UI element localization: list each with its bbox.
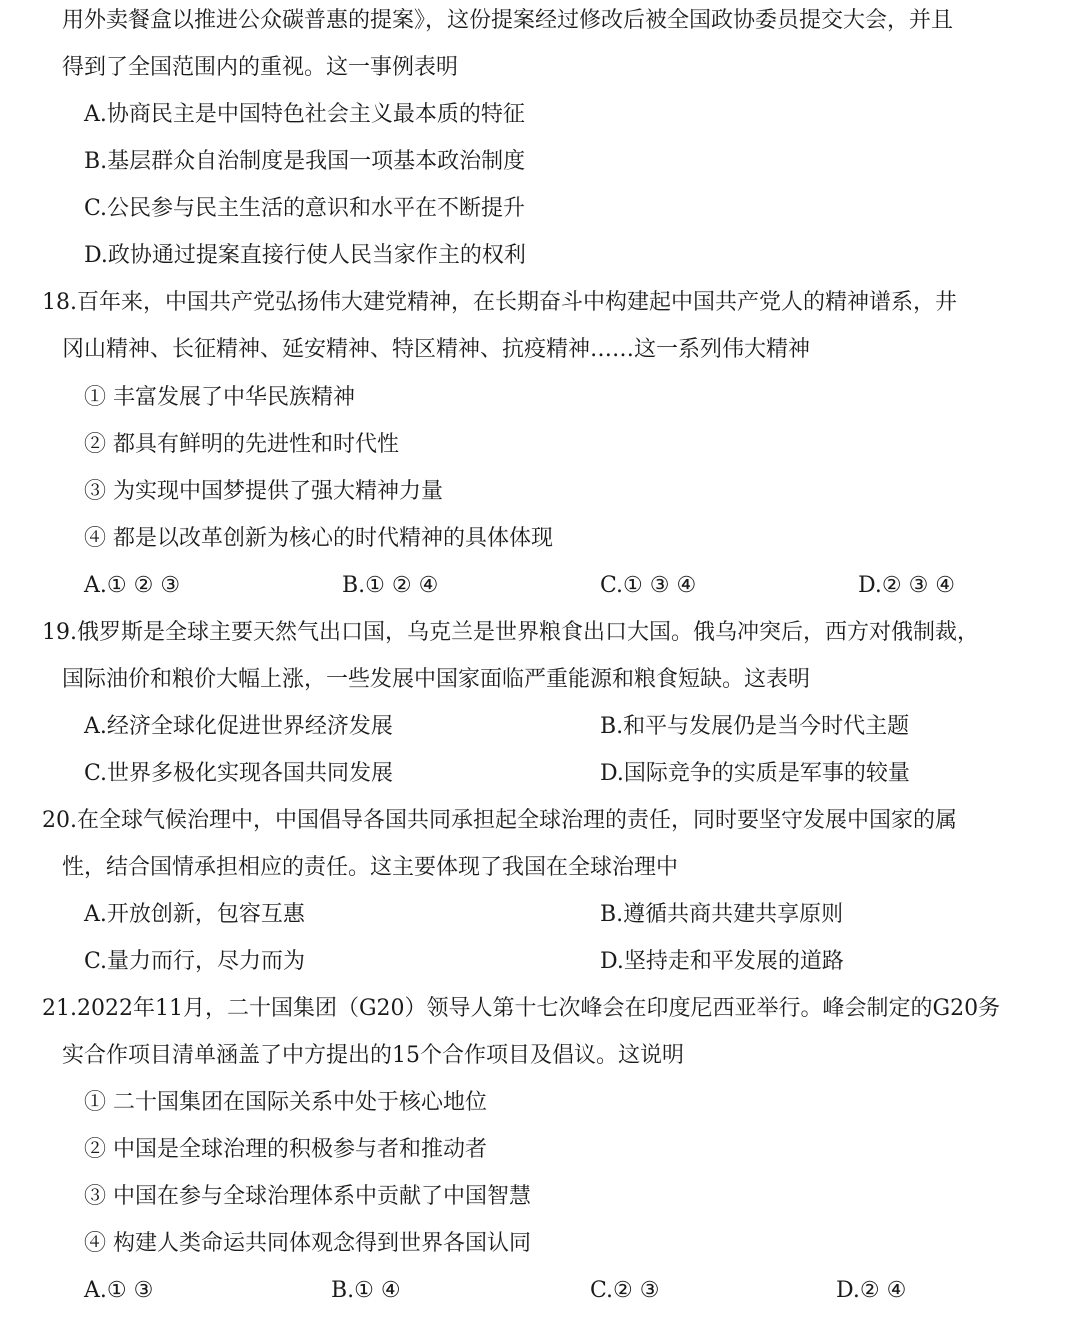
q20-stem-line1: 20.在全球气候治理中，中国倡导各国共同承担起全球治理的责任，同时要坚守发展中国家的属	[42, 808, 957, 833]
q20-stem-line2: 性，结合国情承担相应的责任。这主要体现了我国在全球治理中	[62, 855, 679, 880]
q19-stem-line1: 19.俄罗斯是全球主要天然气出口国，乌克兰是世界粮食出口大国。俄乌冲突后，西方对俄制裁，	[42, 620, 979, 645]
q18-option-b: B.① ② ④	[342, 573, 439, 598]
q21-option-a: A.① ③	[84, 1278, 154, 1303]
q18-stem-line1: 18.百年来，中国共产党弘扬伟大建党精神，在长期奋斗中构建起中国共产党人的精神谱系，井	[42, 290, 957, 315]
q21-option-b: B.① ④	[331, 1278, 401, 1303]
q20-option-b: B.遵循共商共建共享原则	[600, 902, 844, 927]
q18-statement-3: ③ 为实现中国梦提供了强大精神力量	[84, 479, 443, 504]
q18-option-a: A.① ② ③	[84, 573, 181, 598]
q20-option-a: A.开放创新，包容互惠	[84, 902, 305, 927]
q21-statement-2: ② 中国是全球治理的积极参与者和推动者	[84, 1137, 487, 1162]
q19-stem-line2: 国际油价和粮价大幅上涨，一些发展中国家面临严重能源和粮食短缺。这表明	[62, 667, 811, 692]
q17-stem-line2: 得到了全国范围内的重视。这一事例表明	[62, 55, 459, 80]
q17-option-c: C.公民参与民主生活的意识和水平在不断提升	[84, 196, 526, 221]
q18-statement-2: ② 都具有鲜明的先进性和时代性	[84, 432, 399, 457]
q17-option-a: A.协商民主是中国特色社会主义最本质的特征	[84, 102, 525, 127]
q17-option-d: D.政协通过提案直接行使人民当家作主的权利	[84, 243, 526, 268]
q19-option-a: A.经济全球化促进世界经济发展	[84, 714, 393, 739]
q17-stem-line1: 用外卖餐盒以推进公众碳普惠的提案》，这份提案经过修改后被全国政协委员提交大会，并且	[62, 8, 954, 33]
q18-statement-1: ① 丰富发展了中华民族精神	[84, 385, 355, 410]
q21-option-d: D.② ④	[836, 1278, 907, 1303]
q21-option-c: C.② ③	[590, 1278, 660, 1303]
q20-option-c: C.量力而行，尽力而为	[84, 949, 306, 974]
q21-stem-line2: 实合作项目清单涵盖了中方提出的15个合作项目及倡议。这说明	[62, 1043, 684, 1068]
q21-statement-1: ① 二十国集团在国际关系中处于核心地位	[84, 1090, 487, 1115]
q21-statement-3: ③ 中国在参与全球治理体系中贡献了中国智慧	[84, 1184, 531, 1209]
q18-statement-4: ④ 都是以改革创新为核心的时代精神的具体体现	[84, 526, 553, 551]
q20-option-d: D.坚持走和平发展的道路	[600, 949, 844, 974]
q19-option-b: B.和平与发展仍是当今时代主题	[600, 714, 910, 739]
q18-stem-line2: 冈山精神、长征精神、延安精神、特区精神、抗疫精神……这一系列伟大精神	[62, 337, 811, 362]
q18-option-c: C.① ③ ④	[600, 573, 697, 598]
q21-statement-4: ④ 构建人类命运共同体观念得到世界各国认同	[84, 1231, 531, 1256]
q17-option-b: B.基层群众自治制度是我国一项基本政治制度	[84, 149, 526, 174]
q19-option-c: C.世界多极化实现各国共同发展	[84, 761, 394, 786]
q18-option-d: D.② ③ ④	[858, 573, 956, 598]
q21-stem-line1: 21.2022年11月，二十国集团（G20）领导人第十七次峰会在印度尼西亚举行。峰会制定的G20务	[42, 996, 1001, 1021]
q19-option-d: D.国际竞争的实质是军事的较量	[600, 761, 910, 786]
